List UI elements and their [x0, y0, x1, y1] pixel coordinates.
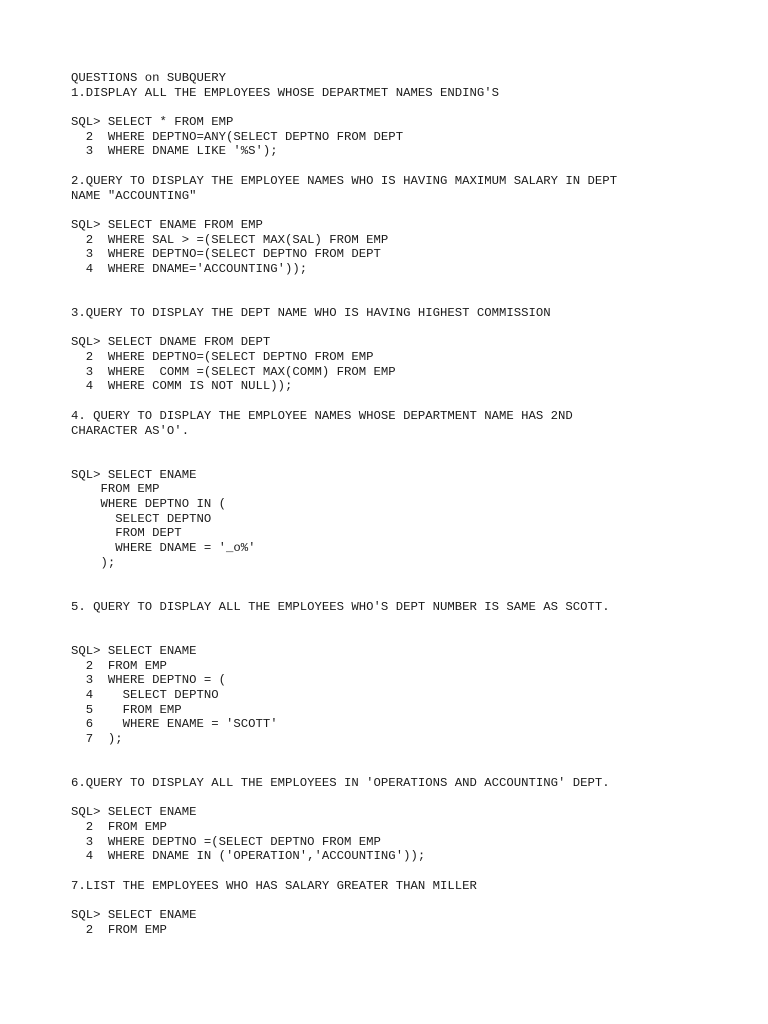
blank-line: [71, 159, 761, 174]
sql-line: 5 FROM EMP: [71, 702, 182, 717]
sql-line: FROM EMP: [71, 482, 160, 497]
sql-line: 2 FROM EMP: [71, 922, 167, 937]
sql-line: WHERE DEPTNO IN (: [71, 496, 226, 511]
sql-line: 4 WHERE DNAME='ACCOUNTING'));: [71, 261, 308, 276]
sql-line: 7 );: [71, 731, 123, 746]
blank-line: [71, 277, 761, 292]
document-page: [71, 71, 761, 938]
sql-line: SQL> SELECT ENAME: [71, 467, 197, 482]
sql-line: 4 WHERE COMM IS NOT NULL));: [71, 379, 293, 394]
question-6: 6.QUERY TO DISPLAY ALL THE EMPLOYEES IN 'OPERATIONS AND ACCOUNTING' DEPT.: [71, 776, 610, 790]
sql-line: 2 FROM EMP: [71, 820, 167, 835]
blank-line: [71, 747, 761, 762]
sql-line: 3 WHERE COMM =(SELECT MAX(COMM) FROM EMP: [71, 364, 396, 379]
sql-line: 3 WHERE DNAME LIKE '%S');: [71, 144, 278, 159]
question-4: 4. QUERY TO DISPLAY THE EMPLOYEE NAMES WHOSE DEPARTMENT NAME HAS 2ND: [71, 408, 573, 423]
sql-line: 2 WHERE SAL > =(SELECT MAX(SAL) FROM EMP: [71, 232, 389, 247]
blank-line: [71, 203, 761, 218]
sql-line: 3 WHERE DEPTNO =(SELECT DEPTNO FROM EMP: [71, 834, 381, 849]
sql-line: SQL> SELECT DNAME FROM DEPT: [71, 335, 271, 350]
blank-line: [71, 321, 761, 336]
blank-line: [71, 438, 761, 453]
blank-line: [71, 894, 761, 909]
question-1: 1.DISPLAY ALL THE EMPLOYEES WHOSE DEPARTMET NAMES ENDING'S: [71, 85, 500, 100]
sql-line: SQL> SELECT * FROM EMP: [71, 115, 234, 130]
blank-line: [71, 864, 761, 879]
sql-line: WHERE DNAME = '_o%': [71, 541, 256, 555]
sql-line: 2 WHERE DEPTNO=(SELECT DEPTNO FROM EMP: [71, 350, 374, 365]
blank-line: [71, 614, 761, 629]
blank-line: [71, 629, 761, 644]
blank-line: [71, 570, 761, 585]
question-3: 3.QUERY TO DISPLAY THE DEPT NAME WHO IS HAVING HIGHEST COMMISSION: [71, 306, 551, 320]
blank-line: [71, 791, 761, 806]
blank-line: [71, 453, 761, 468]
blank-line: [71, 394, 761, 409]
question-2: 2.QUERY TO DISPLAY THE EMPLOYEE NAMES WHO IS HAVING MAXIMUM SALARY IN DEPT: [71, 173, 618, 188]
blank-line: [71, 761, 761, 776]
blank-line: [71, 585, 761, 600]
sql-line: SELECT DEPTNO: [71, 511, 212, 526]
sql-line: 2 WHERE DEPTNO=ANY(SELECT DEPTNO FROM DEPT: [71, 129, 404, 144]
blank-line: [71, 100, 761, 115]
sql-line: 4 WHERE DNAME IN ('OPERATION','ACCOUNTING'));: [71, 849, 426, 864]
sql-line: SQL> SELECT ENAME: [71, 643, 197, 658]
sql-line: 4 SELECT DEPTNO: [71, 687, 219, 702]
sql-line: 3 WHERE DEPTNO=(SELECT DEPTNO FROM DEPT: [71, 247, 381, 262]
question-4-continued: CHARACTER AS'O'.: [71, 423, 190, 438]
blank-line: [71, 291, 761, 306]
sql-line: FROM DEPT: [71, 526, 182, 541]
sql-line: 6 WHERE ENAME = 'SCOTT': [71, 717, 278, 732]
sql-line: SQL> SELECT ENAME: [71, 908, 197, 923]
sql-line: 2 FROM EMP: [71, 658, 167, 673]
question-2-continued: NAME "ACCOUNTING": [71, 188, 197, 203]
sql-line: 3 WHERE DEPTNO = (: [71, 673, 226, 688]
sql-line: );: [71, 555, 116, 570]
question-5: 5. QUERY TO DISPLAY ALL THE EMPLOYEES WHO'S DEPT NUMBER IS SAME AS SCOTT.: [71, 599, 610, 614]
sql-line: SQL> SELECT ENAME FROM EMP: [71, 217, 263, 232]
document-title: QUESTIONS on SUBQUERY: [71, 71, 226, 85]
sql-line: SQL> SELECT ENAME: [71, 805, 197, 820]
question-7: 7.LIST THE EMPLOYEES WHO HAS SALARY GREATER THAN MILLER: [71, 878, 477, 893]
